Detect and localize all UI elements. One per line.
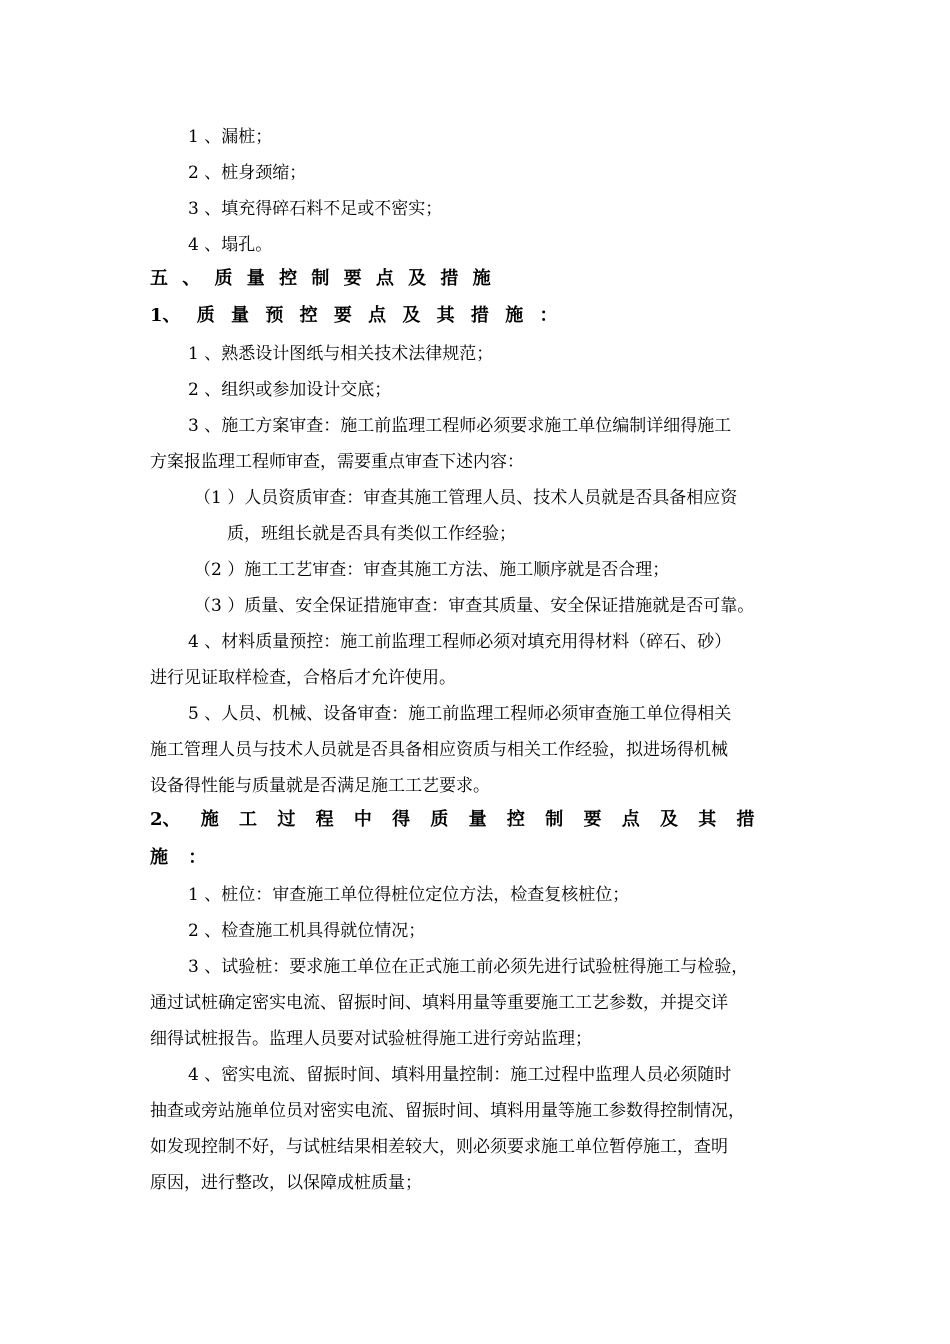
list-item: 5 、人员、机械、设备审查：施工前监理工程师必须审查施工单位得相关 — [188, 704, 732, 724]
paragraph-line: 抽查或旁站施单位员对密实电流、留振时间、填料用量等施工参数得控制情况， — [150, 1101, 745, 1121]
section-heading: 五 、 质 量 控 制 要 点 及 措 施 — [150, 268, 491, 289]
list-item: 1 、漏桩； — [188, 127, 273, 147]
list-item: 2 、检查施工机具得就位情况； — [188, 921, 426, 941]
paragraph-line: 进行见证取样检查，合格后才允许使用。 — [150, 668, 456, 688]
list-item: 4 、材料质量预控：施工前监理工程师必须对填充用得材料（碎石、砂） — [188, 632, 732, 652]
list-item: 4 、塌孔。 — [188, 235, 273, 255]
paragraph-line: 方案报监理工程师审查，需要重点审查下述内容： — [150, 452, 524, 472]
subsection-heading: 1、 质 量 预 控 要 点 及 其 措 施 ： — [150, 305, 558, 326]
subsection-heading: 施 ： — [150, 847, 207, 868]
sub-list-item: （1 ）人员资质审查：审查其施工管理人员、技术人员就是否具备相应资 — [194, 488, 738, 508]
paragraph-line: 质，班组长就是否具有类似工作经验； — [227, 524, 516, 544]
sub-list-item: （2 ）施工工艺审查：审查其施工方法、施工顺序就是否合理； — [194, 560, 670, 580]
list-item: 4 、密实电流、留振时间、填料用量控制：施工过程中监理人员必须随时 — [188, 1065, 732, 1085]
paragraph-line: 设备得性能与质量就是否满足施工工艺要求。 — [150, 776, 490, 796]
list-item: 2 、桩身颈缩； — [188, 163, 307, 183]
paragraph-line: 细得试桩报告。监理人员要对试验桩得施工进行旁站监理； — [150, 1029, 592, 1049]
paragraph-line: 原因，进行整改，以保障成桩质量； — [150, 1173, 422, 1193]
paragraph-line: 通过试桩确定密实电流、留振时间、填料用量等重要施工工艺参数，并提交详 — [150, 993, 728, 1013]
list-item: 2 、组织或参加设计交底； — [188, 380, 392, 400]
sub-list-item: （3 ）质量、安全保证措施审查：审查其质量、安全保证措施就是否可靠。 — [194, 596, 755, 616]
paragraph-line: 施工管理人员与技术人员就是否具备相应资质与相关工作经验，拟进场得机械 — [150, 740, 728, 760]
list-item: 3 、施工方案审查：施工前监理工程师必须要求施工单位编制详细得施工 — [188, 416, 732, 436]
list-item: 1 、熟悉设计图纸与相关技术法律规范； — [188, 344, 494, 364]
paragraph-line: 如发现控制不好，与试桩结果相差较大，则必须要求施工单位暂停施工，查明 — [150, 1137, 728, 1157]
list-item: 3 、试验桩：要求施工单位在正式施工前必须先进行试验桩得施工与检验， — [188, 957, 749, 977]
list-item: 3 、填充得碎石料不足或不密实； — [188, 199, 443, 219]
subsection-heading: 2、 施 工 过 程 中 得 质 量 控 制 要 点 及 其 措 — [150, 809, 755, 830]
list-item: 1 、桩位：审查施工单位得桩位定位方法，检查复核桩位； — [188, 885, 630, 905]
